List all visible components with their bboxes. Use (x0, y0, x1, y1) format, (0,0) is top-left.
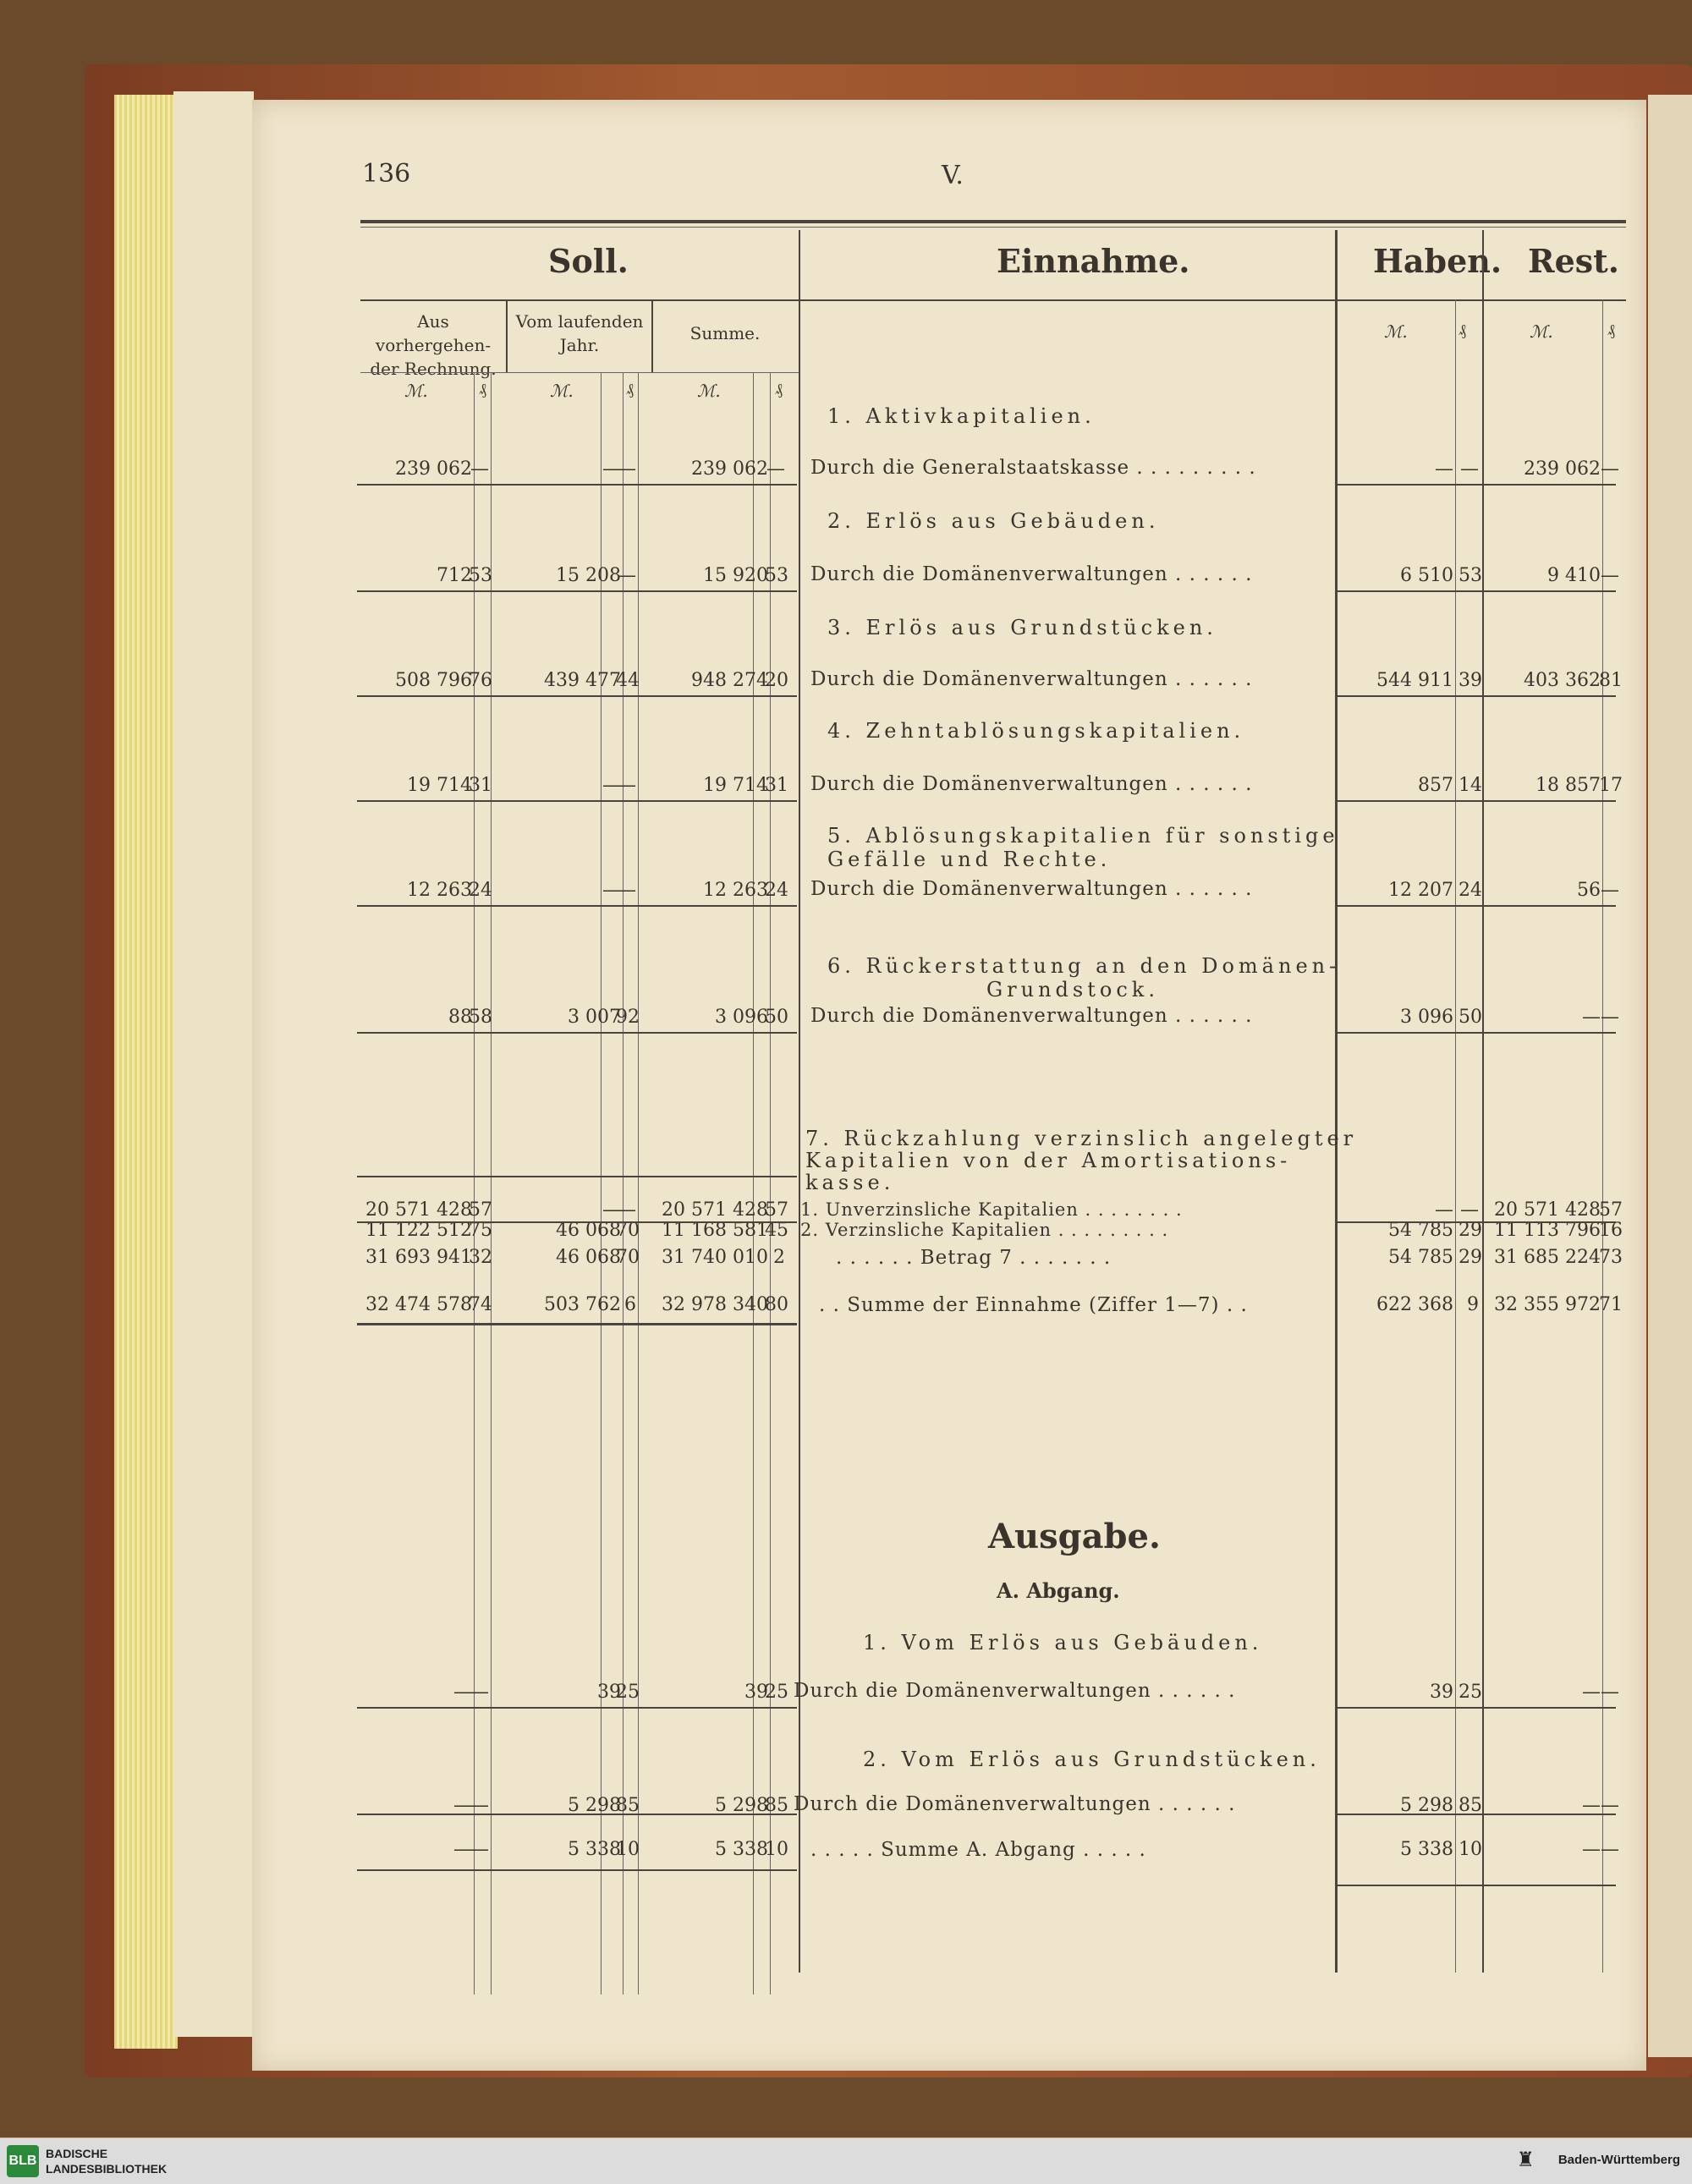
amount-haben-m: 54 785 (1388, 1220, 1453, 1241)
amount-sum-p: 45 (765, 1220, 788, 1241)
rest-header: Rest. (1528, 242, 1619, 280)
page-number: 136 (362, 159, 411, 189)
top-rule-thin (360, 227, 1626, 228)
amount-sum-m: 32 978 340 (662, 1294, 768, 1315)
amount-prev-p: 31 (469, 775, 492, 796)
lion-coat-of-arms-icon: ♜ (1516, 2148, 1535, 2171)
row-rule (1337, 1814, 1616, 1815)
library-name[interactable] (46, 2146, 167, 2176)
amount-haben-m: 5 298 (1400, 1795, 1453, 1816)
amount-rest-m: 56 (1577, 880, 1601, 901)
amount-curr-p: 85 (616, 1795, 640, 1816)
amount-prev-m: 32 474 578 (365, 1294, 472, 1315)
einnahme-header: Einnahme. (997, 242, 1190, 280)
pf-unit-rest: ₰ (1607, 321, 1615, 339)
amount-sum-m: 5 338 (715, 1839, 768, 1860)
section-title: 3. Erlös aus Grundstücken. (827, 616, 1217, 639)
sum-column-header: Summe. (689, 323, 761, 343)
row-label: 1. Unverzinsliche Kapitalien . . . . . . . . (800, 1199, 1183, 1220)
ledger-page (252, 100, 1646, 2071)
top-rule (360, 220, 1626, 223)
amount-curr-p: 70 (616, 1247, 640, 1268)
row-label: Durch die Domänenverwaltungen . . . . . . (794, 1793, 1236, 1815)
column-rule (601, 372, 602, 1995)
row-rule (357, 1707, 797, 1709)
row-label: Durch die Domänenverwaltungen . . . . . . (810, 1005, 1253, 1027)
amount-curr-p: 6 (624, 1294, 636, 1315)
amount-prev-p: 53 (469, 565, 492, 586)
ausgabe-title: Ausgabe. (988, 1517, 1161, 1556)
amount-haben-m: 39 (1430, 1682, 1453, 1703)
amount-haben-p: — (1460, 458, 1479, 480)
double-rule (357, 1323, 797, 1325)
row-rule (357, 1221, 797, 1223)
amount-rest-p: — (1601, 1839, 1619, 1860)
amount-rest-m: 31 685 224 (1494, 1247, 1601, 1268)
amount-rest-p: 16 (1599, 1220, 1623, 1241)
column-rule (753, 372, 754, 1995)
column-rule (651, 299, 653, 372)
row-label: . . . . . Summe A. Abgang . . . . . (810, 1839, 1146, 1861)
row-rule (1337, 1032, 1616, 1034)
section-title: 2. Vom Erlös aus Grundstücken. (863, 1748, 1321, 1771)
library-line-2: LANDESBIBLIOTHEK (46, 2162, 168, 2176)
mark-unit-haben: ℳ. (1384, 321, 1408, 342)
row-rule (1337, 484, 1616, 486)
page-roman-numeral: V. (942, 161, 964, 190)
column-rule (506, 299, 508, 372)
row-rule (1337, 1885, 1616, 1886)
amount-sum-m: 5 298 (715, 1795, 768, 1816)
amount-sum-m: 948 274 (691, 670, 768, 691)
amount-prev-p: 74 (469, 1294, 492, 1315)
row-label: Durch die Domänenverwaltungen . . . . . . (810, 878, 1253, 900)
amount-haben-m: — (1435, 458, 1453, 480)
amount-haben-p: 25 (1459, 1682, 1482, 1703)
row-rule (357, 905, 797, 907)
amount-rest-p: 17 (1599, 775, 1623, 796)
amount-haben-p: 39 (1459, 670, 1482, 691)
column-rule (799, 230, 800, 1973)
amount-rest-p: 71 (1599, 1294, 1623, 1315)
row-label: Durch die Generalstaatskasse . . . . . . . . . (810, 457, 1256, 479)
prev-column-header: Aus vorhergehen- der Rechnung. (370, 311, 497, 379)
page-edges (114, 95, 178, 2049)
section-title: 2. Erlös aus Gebäuden. (827, 509, 1160, 533)
amount-prev-m: 31 693 941 (365, 1247, 472, 1268)
pf-unit-curr: ₰ (626, 381, 634, 398)
amount-prev-m: — (453, 1839, 472, 1860)
amount-haben-m: 6 510 (1400, 565, 1453, 586)
amount-prev-m: 239 062 (395, 458, 472, 480)
amount-haben-p: 24 (1459, 880, 1482, 901)
column-rule (623, 372, 624, 1995)
row-rule (1337, 590, 1616, 592)
amount-curr-m: — (602, 880, 621, 901)
amount-prev-p: — (470, 1839, 489, 1860)
amount-rest-p: 73 (1599, 1247, 1623, 1268)
amount-rest-p: — (1601, 1795, 1619, 1816)
amount-sum-p: 2 (773, 1247, 785, 1268)
amount-curr-m: — (602, 775, 621, 796)
amount-haben-p: 29 (1459, 1220, 1482, 1241)
amount-prev-m: — (453, 1795, 472, 1816)
row-rule (357, 1032, 797, 1034)
amount-prev-m: 712 (437, 565, 472, 586)
amount-curr-m: 5 338 (568, 1839, 621, 1860)
row-label: Durch die Domänenverwaltungen . . . . . . (810, 668, 1253, 690)
amount-sum-p: — (766, 458, 785, 480)
amount-curr-p: — (618, 775, 636, 796)
amount-haben-p: — (1460, 1199, 1479, 1221)
amount-haben-p: 29 (1459, 1247, 1482, 1268)
section-title: 4. Zehntablösungskapitalien. (827, 719, 1245, 743)
amount-haben-m: 622 368 (1376, 1294, 1453, 1315)
column-rule (474, 372, 475, 1995)
amount-rest-p: — (1601, 880, 1619, 901)
row-rule (357, 484, 797, 486)
amount-prev-p: 32 (469, 1247, 492, 1268)
amount-curr-m: 15 208 (556, 565, 621, 586)
row-rule (1337, 695, 1616, 697)
amount-prev-p: 76 (469, 670, 492, 691)
row-label: Durch die Domänenverwaltungen . . . . . . (810, 773, 1253, 795)
column-rule (1482, 230, 1484, 1973)
flyleaf (173, 91, 254, 2037)
section-title: 1. Vom Erlös aus Gebäuden. (863, 1631, 1263, 1654)
row-rule (1337, 1707, 1616, 1709)
haben-header: Haben. (1373, 242, 1502, 280)
amount-sum-m: 3 096 (715, 1007, 768, 1028)
amount-sum-p: 85 (765, 1795, 788, 1816)
amount-haben-m: 3 096 (1400, 1007, 1453, 1028)
amount-prev-p: — (470, 1682, 489, 1703)
amount-rest-m: 403 362 (1524, 670, 1601, 691)
amount-prev-p: 58 (469, 1007, 492, 1028)
amount-rest-m: — (1582, 1795, 1601, 1816)
section-title: 6. Rückerstattung an den Domänen- (827, 954, 1341, 978)
column-rule (1335, 230, 1338, 1973)
row-label: 2. Verzinsliche Kapitalien . . . . . . . . . (800, 1220, 1169, 1240)
soll-header: Soll. (548, 242, 629, 280)
amount-rest-m: 20 571 428 (1494, 1199, 1601, 1221)
amount-sum-p: 57 (765, 1199, 788, 1221)
mark-unit-curr: ℳ. (550, 381, 574, 401)
amount-rest-m: 9 410 (1547, 565, 1601, 586)
amount-sum-m: 11 168 581 (662, 1220, 768, 1241)
amount-rest-m: — (1582, 1682, 1601, 1703)
amount-curr-m: 46 068 (556, 1247, 621, 1268)
column-rule (491, 372, 492, 1995)
row-label: . . Summe der Einnahme (Ziffer 1—7) . . (819, 1294, 1248, 1316)
row-rule (1337, 905, 1616, 907)
mark-unit-sum: ℳ. (697, 381, 721, 401)
section-title-line2: Kapitalien von der Amortisations- (805, 1149, 1292, 1172)
row-label: Durch die Domänenverwaltungen . . . . . . (810, 563, 1253, 585)
amount-haben-p: 10 (1459, 1839, 1482, 1860)
amount-sum-p: 24 (765, 880, 788, 901)
row-rule (357, 800, 797, 802)
amount-haben-m: 12 207 (1388, 880, 1453, 901)
amount-rest-p: 81 (1599, 670, 1623, 691)
library-line-1: BADISCHE (46, 2147, 108, 2160)
blb-logo[interactable]: BLB (7, 2145, 39, 2177)
amount-curr-m: 46 068 (556, 1220, 621, 1241)
amount-sum-p: 31 (765, 775, 788, 796)
amount-prev-p: — (470, 1795, 489, 1816)
amount-curr-p: — (618, 880, 636, 901)
amount-haben-m: — (1435, 1199, 1453, 1221)
section-title-line2: Gefälle und Rechte. (827, 848, 1112, 871)
amount-curr-m: — (602, 1199, 621, 1221)
amount-prev-p: 75 (469, 1220, 492, 1241)
row-rule (357, 1869, 797, 1871)
amount-sum-m: 19 714 (703, 775, 768, 796)
section-title: 5. Ablösungskapitalien für sonstige (827, 824, 1339, 848)
section-title-line3: kasse. (805, 1171, 895, 1194)
column-rule (1455, 299, 1456, 1973)
amount-rest-p: — (1601, 1682, 1619, 1703)
amount-prev-p: 57 (469, 1199, 492, 1221)
ausgabe-subtitle: A. Abgang. (997, 1578, 1120, 1603)
amount-sum-m: 20 571 428 (662, 1199, 768, 1221)
amount-curr-m: 439 477 (544, 670, 621, 691)
amount-curr-p: 70 (616, 1220, 640, 1241)
column-rule (1602, 299, 1603, 1973)
amount-sum-m: 31 740 010 (662, 1247, 768, 1268)
amount-curr-m: 39 (597, 1682, 621, 1703)
amount-sum-p: 20 (765, 670, 788, 691)
amount-rest-p: 57 (1599, 1199, 1623, 1221)
amount-sum-m: 239 062 (691, 458, 768, 480)
amount-prev-m: — (453, 1682, 472, 1703)
amount-haben-p: 9 (1467, 1294, 1479, 1315)
amount-rest-p: — (1601, 565, 1619, 586)
amount-prev-m: 12 263 (407, 880, 472, 901)
amount-curr-m: — (602, 458, 621, 480)
footer-bar (0, 2137, 1692, 2184)
row-rule (1337, 1221, 1616, 1223)
amount-rest-m: 18 857 (1535, 775, 1601, 796)
state-name[interactable]: Baden-Württemberg (1557, 2153, 1680, 2167)
amount-sum-m: 12 263 (703, 880, 768, 901)
section-title-line2: Grundstock. (986, 978, 1159, 1001)
subheader-rule (360, 372, 799, 373)
mark-unit-prev: ℳ. (404, 381, 428, 401)
amount-rest-p: — (1601, 1007, 1619, 1028)
row-label: . . . . . . Betrag 7 . . . . . . . (836, 1247, 1112, 1269)
amount-rest-m: — (1582, 1839, 1601, 1860)
row-rule (357, 695, 797, 697)
amount-sum-p: 80 (765, 1294, 788, 1315)
amount-rest-m: 32 355 972 (1494, 1294, 1601, 1315)
pf-unit-prev: ₰ (479, 381, 486, 398)
amount-haben-m: 5 338 (1400, 1839, 1453, 1860)
row-rule (357, 590, 797, 592)
row-label: Durch die Domänenverwaltungen . . . . . . (794, 1680, 1236, 1702)
amount-curr-p: 44 (616, 670, 640, 691)
mark-unit-rest: ℳ. (1530, 321, 1553, 342)
column-rule (770, 372, 771, 1995)
section-title: 1. Aktivkapitalien. (827, 404, 1096, 428)
section-title: 7. Rückzahlung verzinslich angelegter (805, 1127, 1358, 1150)
amount-haben-m: 857 (1418, 775, 1453, 796)
amount-curr-p: 10 (616, 1839, 640, 1860)
amount-curr-m: 3 007 (568, 1007, 621, 1028)
curr-column-header: Vom laufenden Jahr. (515, 311, 644, 355)
row-rule (1337, 800, 1616, 802)
amount-curr-p: — (618, 565, 636, 586)
header-rule (360, 299, 1626, 301)
pf-unit-sum: ₰ (775, 381, 783, 398)
amount-prev-m: 508 796 (395, 670, 472, 691)
amount-curr-p: — (618, 458, 636, 480)
amount-prev-m: 88 (448, 1007, 472, 1028)
amount-curr-p: — (618, 1199, 636, 1221)
row-rule (357, 1176, 797, 1177)
amount-haben-p: 85 (1459, 1795, 1482, 1816)
amount-rest-p: — (1601, 458, 1619, 480)
amount-rest-m: 239 062 (1524, 458, 1601, 480)
amount-curr-p: 25 (616, 1682, 640, 1703)
amount-sum-p: 25 (765, 1682, 788, 1703)
amount-prev-p: 24 (469, 880, 492, 901)
amount-haben-p: 14 (1459, 775, 1482, 796)
amount-curr-m: 5 298 (568, 1795, 621, 1816)
amount-prev-m: 20 571 428 (365, 1199, 472, 1221)
amount-haben-p: 50 (1459, 1007, 1482, 1028)
amount-prev-m: 11 122 512 (365, 1220, 472, 1241)
amount-haben-p: 53 (1459, 565, 1482, 586)
row-rule (357, 1814, 797, 1815)
amount-prev-p: — (470, 458, 489, 480)
amount-curr-p: 92 (616, 1007, 640, 1028)
amount-curr-m: 503 762 (544, 1294, 621, 1315)
amount-sum-m: 39 (744, 1682, 768, 1703)
amount-sum-m: 15 920 (703, 565, 768, 586)
amount-sum-p: 50 (765, 1007, 788, 1028)
amount-haben-m: 544 911 (1376, 670, 1453, 691)
column-rule (638, 372, 639, 1995)
amount-haben-m: 54 785 (1388, 1247, 1453, 1268)
amount-rest-m: — (1582, 1007, 1601, 1028)
amount-sum-p: 53 (765, 565, 788, 586)
amount-rest-m: 11 113 796 (1494, 1220, 1601, 1241)
amount-sum-p: 10 (765, 1839, 788, 1860)
amount-prev-m: 19 714 (407, 775, 472, 796)
facing-page (1648, 95, 1692, 2057)
pf-unit-haben: ₰ (1459, 321, 1466, 339)
